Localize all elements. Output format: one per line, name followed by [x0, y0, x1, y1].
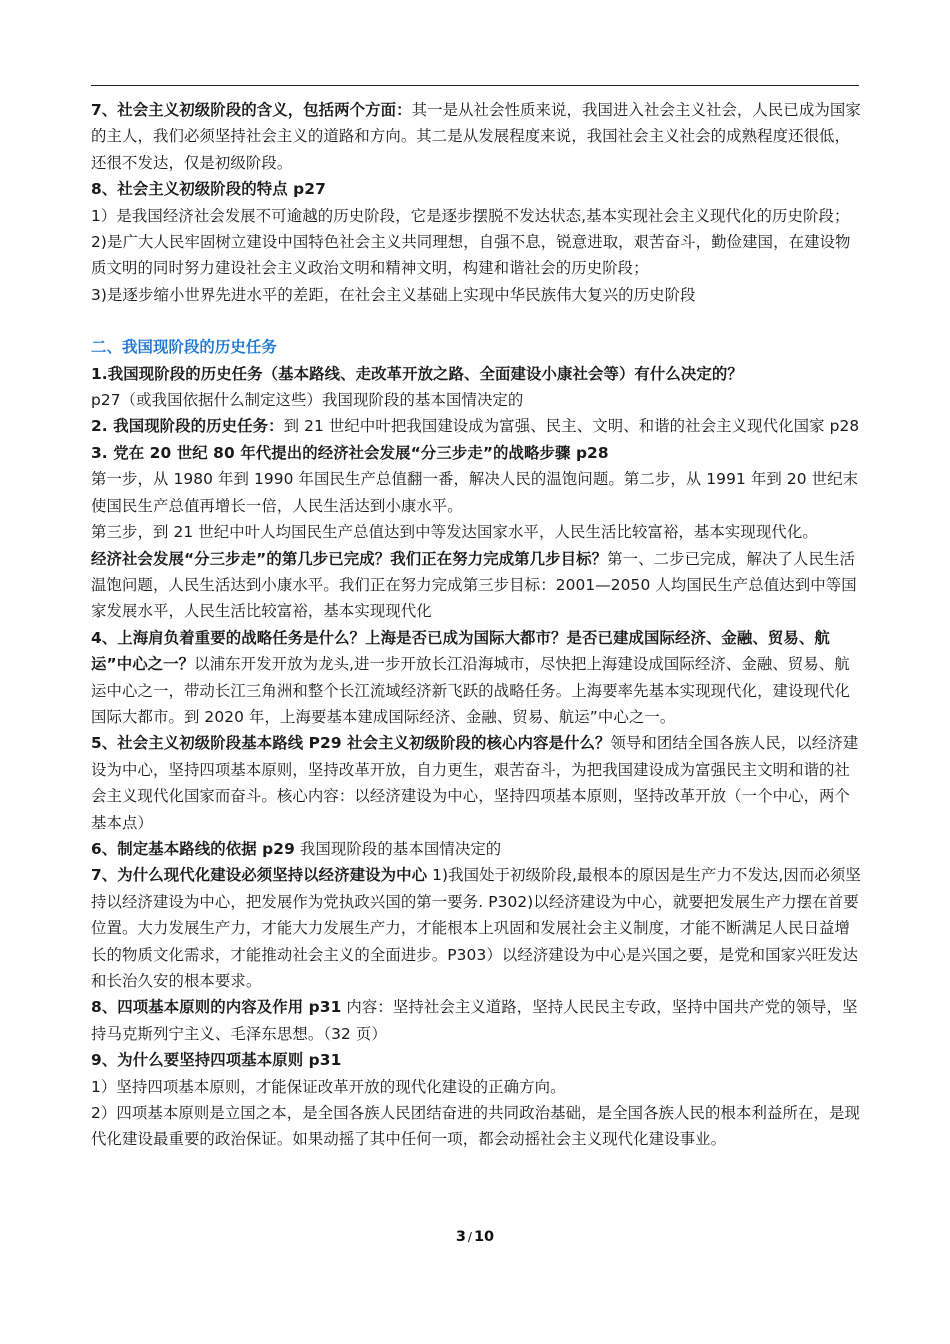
question-2 — [91, 413, 863, 439]
question-4-heading: 4、上海肩负着重要的战略任务是什么？上海是否已成为国际大都市？是否已建成国际经济、金融、贸易、航运”中心之一？ — [91, 628, 830, 674]
question-8-heading: 8、四项基本原则的内容及作用 p31 — [91, 998, 342, 1017]
question-7-text: 1)我国处于初级阶段,最根本的原因是生产力不发达,因而必须坚持以经济建设为中心，把发展作为党执政兴国的第一要务. P302)以经济建设为中心，就要把发展生产力摆在首要位置。大力发展生产力，才能大力发展生产力，才能根本上巩固和发展社会主义制度，才能不断满足人民日益增长的物质文化需求，才能推动社会主义的全面进步。P303）以经济建设为中心是兴国之要，是党和国家兴旺发达和长治久安的根本要求。 — [91, 866, 861, 990]
question-5-text: 领导和团结全国各族人民，以经济建设为中心，坚持四项基本原则，坚持改革开放，自力更生，艰苦奋斗，为把我国建设成为富强民主文明和谐的社会主义现代化国家而奋斗。核心内容：以经济建设为中心，坚持四项基本原则，坚持改革开放（一个中心，两个基本点） — [91, 734, 859, 832]
question-1-text: p27（或我国依据什么制定这些）我国现阶段的基本国情决定的 — [91, 391, 524, 410]
page-content — [91, 97, 863, 1153]
paragraph-8-heading: 8、社会主义初级阶段的特点 p27 — [91, 180, 326, 199]
question-7 — [91, 862, 863, 994]
question-9-heading: 9、为什么要坚持四项基本原则 p31 — [91, 1051, 342, 1070]
question-4-text: 以浦东开发开放为龙头,进一步开放长江沿海城市，尽快把上海建设成国际经济、金融、贸易、航运中心之一，带动长江三角洲和整个长江流域经济新飞跃的战略任务。上海要率先基本实现现代化，建设现代化国际大都市。到 2020 年，上海要基本建成国际经济、金融、贸易、航运”中心之一。 — [91, 655, 851, 726]
paragraph-8-item-1: 1）是我国经济社会发展不可逾越的历史阶段，它是逐步摆脱不发达状态,基本实现社会主义现代化的历史阶段； — [91, 206, 850, 225]
paragraph-8-item-2: 2)是广大人民牢固树立建设中国特色社会主义共同理想，自强不息，锐意进取，艰苦奋斗，勤俭建国，在建设物质文明的同时努力建设社会主义政治文明和精神文明，构建和谐社会的历史阶段； — [91, 233, 851, 278]
page-number — [0, 1229, 950, 1245]
section-2-heading: 二、我国现阶段的历史任务 — [91, 338, 277, 357]
question-1-heading: 1.我国现阶段的历史任务（基本路线、走改革开放之路、全面建设小康社会等）有什么决定的？ — [91, 364, 743, 383]
question-4 — [91, 625, 863, 731]
question-3-text-1: 第一步，从 1980 年到 1990 年国民生产总值翻一番，解决人民的温饱问题。第二步，从 1991 年到 20 世纪末使国民生产总值再增长一倍，人民生活达到小康水平。 — [91, 470, 859, 515]
question-3-heading: 3. 党在 20 世纪 80 年代提出的经济社会发展“分三步走”的战略步骤 p28 — [91, 443, 609, 462]
question-6-text: 我国现阶段的基本国情决定的 — [299, 839, 502, 858]
question-8 — [91, 994, 863, 1047]
paragraph-8-item-3: 3)是逐步缩小世界先进水平的差距，在社会主义基础上实现中华民族伟大复兴的历史阶段 — [91, 285, 696, 304]
question-6-heading: 6、制定基本路线的依据 p29 — [91, 839, 295, 858]
question-9-item-2: 2）四项基本原则是立国之本，是全国各族人民团结奋进的共同政治基础，是全国各族人民的根本利益所在，是现代化建设最重要的政治保证。如果动摇了其中任何一项，都会动摇社会主义现代化建设事业。 — [91, 1104, 860, 1149]
page-number-total: 10 — [473, 1229, 495, 1245]
question-5 — [91, 730, 863, 836]
question-3-text-2: 第三步，到 21 世纪中叶人均国民生产总值达到中等发达国家水平，人民生活比较富裕，基本实现现代化。 — [91, 523, 818, 542]
question-3b — [91, 546, 863, 625]
page-number-separator: / — [467, 1230, 472, 1244]
paragraph-7 — [91, 97, 863, 176]
question-2-text: 到 21 世纪中叶把我国建设成为富强、民主、文明、和谐的社会主义现代化国家 p28 — [283, 417, 860, 436]
question-6 — [91, 836, 863, 862]
question-2-heading: 2. 我国现阶段的历史任务： — [91, 417, 284, 436]
question-9-item-1: 1）坚持四项基本原则，才能保证改革开放的现代化建设的正确方向。 — [91, 1077, 566, 1096]
question-8-text: 内容：坚持社会主义道路，坚持人民民主专政，坚持中国共产党的领导，坚持马克斯列宁主义、毛泽东思想。（32 页） — [91, 998, 858, 1043]
question-5-heading: 5、社会主义初级阶段基本路线 P29 社会主义初级阶段的核心内容是什么？ — [91, 734, 611, 753]
question-7-heading: 7、为什么现代化建设必须坚持以经济建设为中心 — [91, 866, 428, 885]
paragraph-7-text: 其一是从社会性质来说，我国进入社会主义社会，人民已成为国家的主人，我们必须坚持社会主义的道路和方向。其二是从发展程度来说，我国社会主义社会的成熟程度还很低，还很不发达，仅是初级阶段。 — [91, 101, 861, 172]
page-number-current: 3 — [455, 1229, 466, 1245]
paragraph-7-heading: 7、社会主义初级阶段的含义，包括两个方面： — [91, 101, 412, 119]
question-3b-text: 第一、二步已完成，解决了人民生活温饱问题，人民生活达到小康水平。我们正在努力完成第三步目标：2001—2050 人均国民生产总值达到中等国家发展水平，人民生活比较富裕，基本实现现代化 — [91, 549, 857, 621]
question-3b-heading: 经济社会发展“分三步走”的第几步已完成？我们正在努力完成第几步目标？ — [91, 549, 608, 568]
header-rule — [91, 85, 859, 86]
